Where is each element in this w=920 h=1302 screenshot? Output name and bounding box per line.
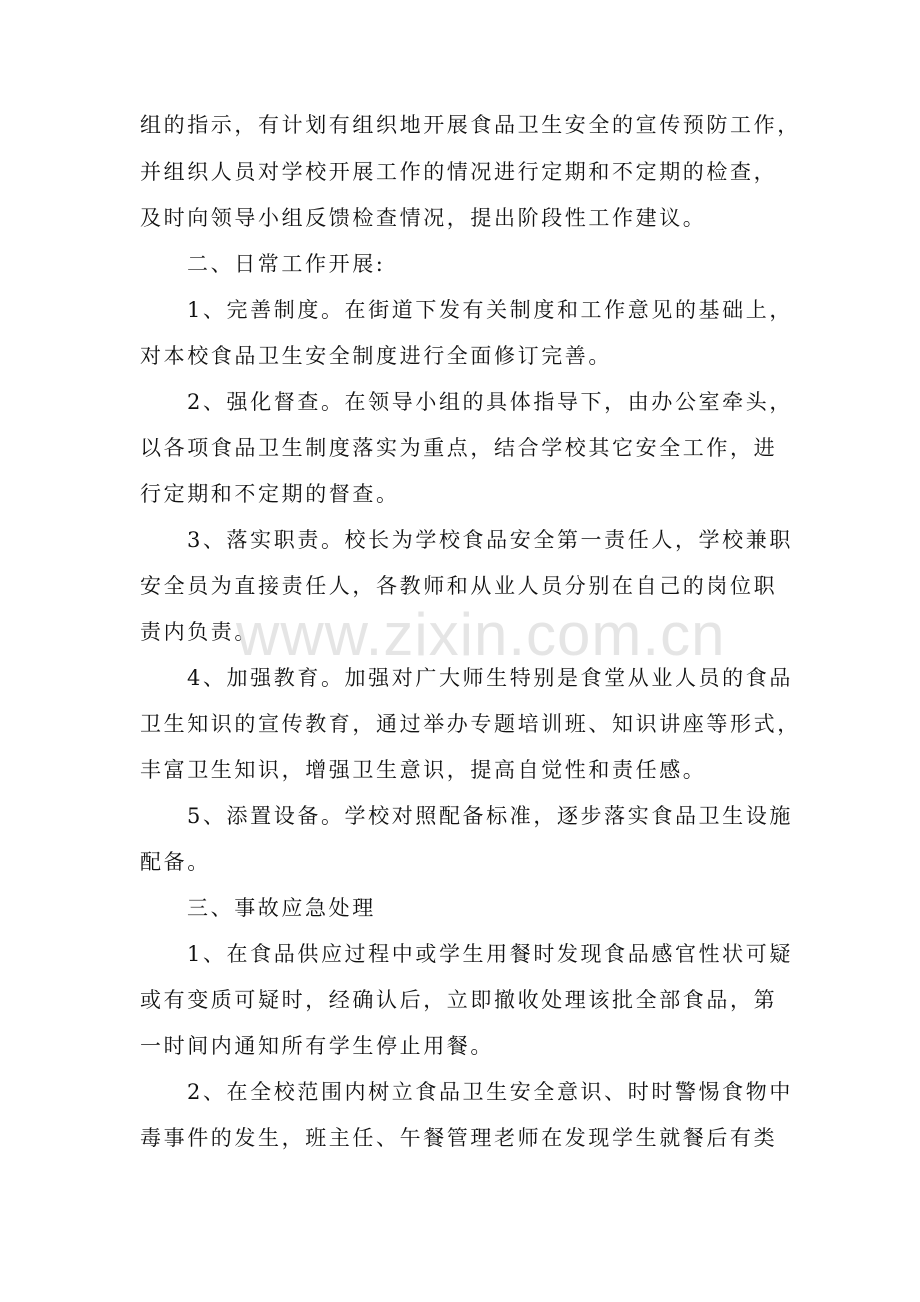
text-line: 行定期和不定期的督查。 [140,482,400,506]
text-line: 配备。 [140,850,211,874]
text-line: 1、完善制度。在街道下发有关制度和工作意见的基础上， [187,298,793,322]
text-line: 及时向领导小组反馈检查情况，提出阶段性工作建议。 [140,206,707,230]
text-line: 2、强化督查。在领导小组的具体指导下，由办公室牵头， [187,390,793,414]
text-line: 安全员为直接责任人，各教师和从业人员分别在自己的岗位职 [140,574,778,598]
text-line: 4、加强教育。加强对广大师生特别是食堂从业人员的食品 [187,666,793,690]
text-line: 对本校食品卫生安全制度进行全面修订完善。 [140,344,612,368]
text-line: 毒事件的发生，班主任、午餐管理老师在发现学生就餐后有类 [140,1126,778,1150]
text-line: 以各项食品卫生制度落实为重点，结合学校其它安全工作，进 [140,436,778,460]
section-heading: 三、事故应急处理 [187,896,376,920]
section-heading: 二、日常工作开展: [187,252,386,276]
text-line: 5、添置设备。学校对照配备标准，逐步落实食品卫生设施 [187,804,793,828]
watermark: www.zixin.com.cn [236,601,726,668]
text-line: 责内负责。 [140,620,258,644]
text-line: 一时间内通知所有学生停止用餐。 [140,1034,494,1058]
text-line: 并组织人员对学校开展工作的情况进行定期和不定期的检查， [140,160,778,184]
text-line: 1、在食品供应过程中或学生用餐时发现食品感官性状可疑 [187,942,793,966]
text-line: 3、落实职责。校长为学校食品安全第一责任人，学校兼职 [187,528,793,552]
text-line: 丰富卫生知识，增强卫生意识，提高自觉性和责任感。 [140,758,707,782]
text-line: 2、在全校范围内树立食品卫生安全意识、时时警惕食物中 [187,1080,793,1104]
text-line: 组的指示，有计划有组织地开展食品卫生安全的宣传预防工作， [140,113,801,137]
text-line: 卫生知识的宣传教育，通过举办专题培训班、知识讲座等形式， [140,712,801,736]
text-line: 或有变质可疑时，经确认后，立即撤收处理该批全部食品，第 [140,988,778,1012]
